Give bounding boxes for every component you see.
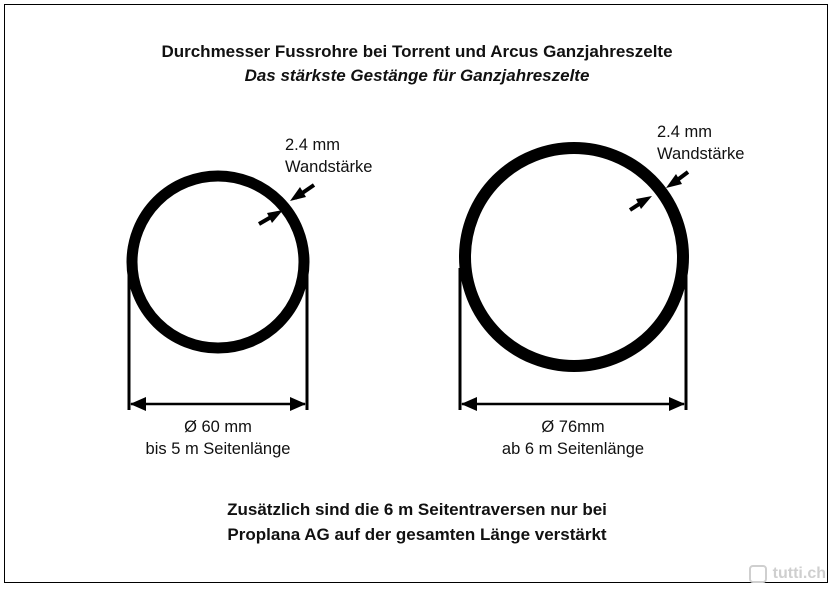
- wall-arrow-inner-head: [267, 210, 283, 223]
- usage-text: bis 5 m Seitenlänge: [145, 440, 291, 458]
- diagram-subtitle: Das stärkste Gestänge für Ganzjahreszelte: [244, 66, 590, 85]
- wall-thickness-label-76mm: [657, 121, 744, 165]
- wall-thickness-text: Wandstärke: [657, 145, 745, 163]
- footer-note: [0, 497, 834, 547]
- wall-thickness-value: 2.4 mm: [657, 123, 713, 141]
- dimension-arrow-left: [130, 397, 146, 411]
- dimension-arrow-right: [669, 397, 685, 411]
- pipe-60mm: [129, 176, 314, 411]
- dimension-arrow-left: [461, 397, 477, 411]
- wall-thickness-value: 2.4 mm: [285, 136, 341, 154]
- diagram-title: Durchmesser Fussrohre bei Torrent und Arcus Ganzjahreszelte: [161, 42, 673, 61]
- watermark-logo-icon: [749, 565, 767, 583]
- wall-arrow-outer-head: [290, 187, 306, 201]
- diameter-value: Ø 76mm: [541, 418, 605, 436]
- diameter-label-76mm: [463, 416, 683, 460]
- watermark: [749, 565, 826, 583]
- footer-line-2: Proplana AG auf der gesamten Länge verstärkt: [227, 525, 607, 544]
- wall-arrow-inner-head: [636, 196, 652, 209]
- diameter-label-60mm: [108, 416, 328, 460]
- pipe-76mm: [460, 148, 688, 411]
- wall-thickness-text: Wandstärke: [285, 158, 373, 176]
- footer-line-1: Zusätzlich sind die 6 m Seitentraversen nur bei: [227, 500, 607, 519]
- dimension-arrow-right: [290, 397, 306, 411]
- pipe-cross-section-76mm: [465, 148, 683, 366]
- pipe-cross-section-60mm: [132, 176, 304, 348]
- wall-thickness-label-60mm: [285, 134, 372, 178]
- watermark-text: tutti.ch: [772, 565, 826, 582]
- usage-text: ab 6 m Seitenlänge: [501, 440, 645, 458]
- diameter-value: Ø 60 mm: [184, 418, 252, 436]
